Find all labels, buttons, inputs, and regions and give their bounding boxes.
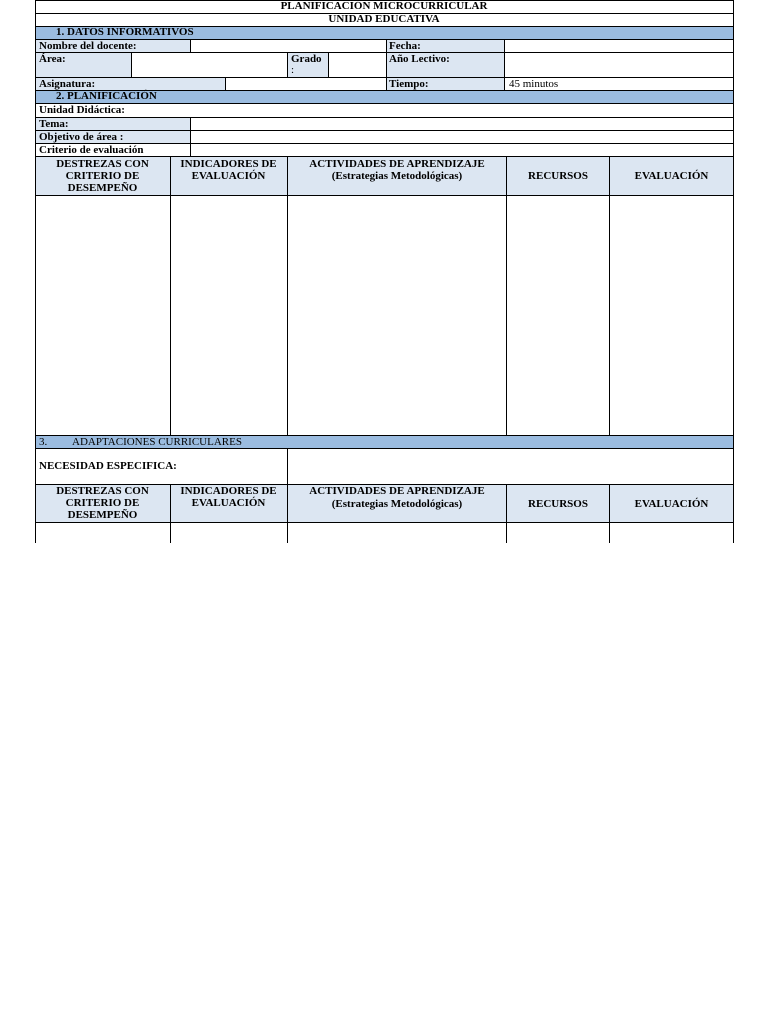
- form-subtitle: UNIDAD EDUCATIVA: [328, 13, 440, 25]
- criterio-label: Criterio de evaluación: [39, 144, 144, 156]
- section3-number: 3.: [39, 436, 48, 448]
- actividades-cell[interactable]: [288, 196, 506, 434]
- grado-colon: :: [291, 64, 295, 76]
- asignatura-label: Asignatura:: [39, 78, 96, 90]
- col-actividades-subheader: (Estrategias Metodológicas): [331, 170, 463, 182]
- col-evaluacion-header: EVALUACIÓN: [634, 170, 709, 182]
- col-actividades-header-2: ACTIVIDADES DE APRENDIZAJE: [309, 485, 485, 497]
- area-label: Área:: [39, 53, 66, 65]
- tiempo-label: Tiempo:: [389, 78, 429, 90]
- tiempo-value[interactable]: 45 minutos: [509, 78, 559, 90]
- unidad-didactica-label: Unidad Didáctica:: [39, 104, 125, 116]
- form-title: PLANIFICACIÓN MICROCURRICULAR: [280, 0, 488, 12]
- grado-label: Grado: [291, 53, 322, 65]
- necesidad-label: NECESIDAD ESPECIFICA:: [39, 460, 177, 472]
- col-destrezas-header-2: DESTREZAS CON CRITERIO DE DESEMPEÑO: [56, 485, 149, 521]
- asignatura-field[interactable]: [226, 78, 385, 89]
- indicadores-cell[interactable]: [171, 196, 287, 434]
- col-actividades-subheader-2: (Estrategias Metodológicas): [331, 498, 463, 510]
- docente-label: Nombre del docente:: [39, 40, 137, 52]
- section3-heading: ADAPTACIONES CURRICULARES: [72, 436, 242, 448]
- col-recursos-header-2: RECURSOS: [528, 498, 588, 510]
- tema-field[interactable]: [191, 118, 732, 129]
- fecha-field[interactable]: [505, 40, 732, 51]
- recursos-cell[interactable]: [507, 196, 609, 434]
- criterio-field[interactable]: [191, 144, 732, 155]
- anio-lectivo-label: Año Lectivo:: [389, 53, 450, 65]
- area-field[interactable]: [132, 53, 286, 76]
- section2-heading: 2. PLANIFICACIÓN: [56, 90, 157, 102]
- anio-lectivo-field[interactable]: [505, 53, 732, 76]
- necesidad-field[interactable]: [288, 449, 732, 484]
- grado-field[interactable]: [329, 53, 385, 76]
- tema-label: Tema:: [39, 118, 69, 130]
- col-indicadores-header: INDICADORES DE EVALUACIÓN: [180, 158, 277, 182]
- objetivo-field[interactable]: [191, 131, 732, 142]
- docente-field[interactable]: [191, 40, 385, 51]
- objetivo-label: Objetivo de área :: [39, 131, 124, 143]
- col-actividades-header: ACTIVIDADES DE APRENDIZAJE: [309, 158, 485, 170]
- evaluacion-cell[interactable]: [610, 196, 732, 434]
- col-evaluacion-header-2: EVALUACIÓN: [634, 498, 709, 510]
- fecha-label: Fecha:: [389, 40, 421, 52]
- col-destrezas-header: DESTREZAS CON CRITERIO DE DESEMPEÑO: [56, 158, 149, 194]
- section1-heading: 1. DATOS INFORMATIVOS: [56, 26, 194, 38]
- col-indicadores-header-2: INDICADORES DE EVALUACIÓN: [180, 485, 277, 509]
- col-recursos-header: RECURSOS: [528, 170, 588, 182]
- destrezas-cell[interactable]: [36, 196, 170, 434]
